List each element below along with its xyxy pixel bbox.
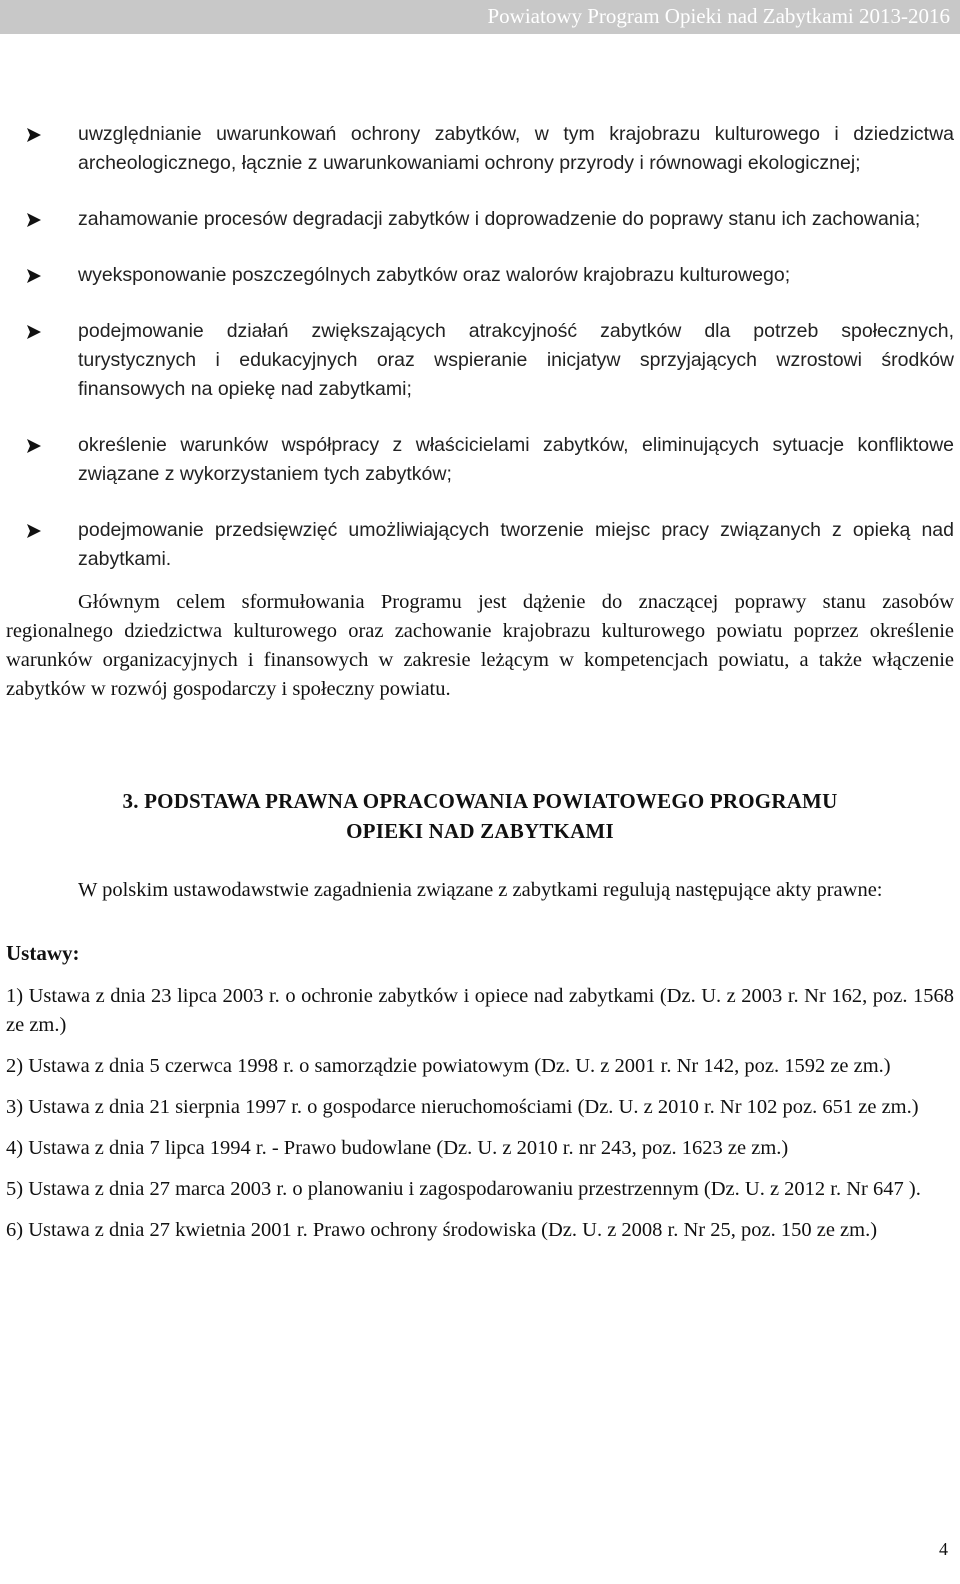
list-item: 2) Ustawa z dnia 5 czerwca 1998 r. o samorządzie powiatowym (Dz. U. z 2001 r. Nr 142, poz. 1592 ze zm.) [6,1055,891,1077]
list-item-text: podejmowanie działań zwiększających atrakcyjność zabytków dla potrzeb społecznych, turystycznych i edukacyjnych oraz wspieranie inicjatyw sprzyjających wzrostowi środków finansowych na opiekę nad zabytkami; [78,320,954,400]
page-number: 4 [939,1539,948,1559]
list-item [6,261,954,290]
goals-list [6,120,954,574]
arrowhead-bullet-icon [26,523,42,539]
list-item: 4) Ustawa z dnia 7 lipca 1994 r. - Prawo budowlane (Dz. U. z 2010 r. nr 243, poz. 1623 ze zm.) [6,1137,789,1159]
section-title-line-2: OPIEKI NAD ZABYTKAMI [346,819,614,843]
arrowhead-bullet-icon [26,324,42,340]
page-content [6,120,954,1257]
arrowhead-bullet-icon [26,212,42,228]
arrowhead-bullet-icon [26,438,42,454]
arrowhead-bullet-icon [26,268,42,284]
acts-list [6,982,954,1245]
list-item: 6) Ustawa z dnia 27 kwietnia 2001 r. Prawo ochrony środowiska (Dz. U. z 2008 r. Nr 25, poz. 150 ze zm.) [6,1219,878,1241]
ustawy-heading: Ustawy: [6,941,80,965]
list-item [6,205,954,234]
arrowhead-bullet-icon [26,127,42,143]
section-title-line-1: 3. PODSTAWA PRAWNA OPRACOWANIA POWIATOWEGO PROGRAMU [122,789,838,813]
list-item [6,317,954,404]
header-title: Powiatowy Program Opieki nad Zabytkami 2013-2016 [487,4,950,28]
legal-acts-lead: W polskim ustawodawstwie zagadnienia związane z zabytkami regulują następujące akty prawne: [78,879,883,901]
list-item [6,120,954,178]
list-item [6,431,954,489]
list-item: 5) Ustawa z dnia 27 marca 2003 r. o planowaniu i zagospodarowaniu przestrzennym (Dz. U. z 2012 r. Nr 647 ). [6,1178,921,1200]
list-item-text: wyeksponowanie poszczególnych zabytków oraz walorów krajobrazu kulturowego; [78,264,791,286]
list-item [6,516,954,574]
list-item: 3) Ustawa z dnia 21 sierpnia 1997 r. o gospodarce nieruchomościami (Dz. U. z 2010 r. Nr 102 poz. 651 ze zm.) [6,1096,919,1118]
section-title [6,786,954,846]
list-item-text: zahamowanie procesów degradacji zabytków i doprowadzenie do poprawy stanu ich zachowania; [78,208,921,230]
list-item-text: podejmowanie przedsięwzięć umożliwiających tworzenie miejsc pracy związanych z opieką nad zabytkami. [78,519,954,570]
list-item-text: określenie warunków współpracy z właścicielami zabytków, eliminujących sytuacje konfliktowe związane z wykorzystaniem tych zabytków; [78,434,954,485]
list-item: 1) Ustawa z dnia 23 lipca 2003 r. o ochronie zabytków i opiece nad zabytkami (Dz. U. z 2003 r. Nr 162, poz. 1568 ze zm.) [6,985,954,1036]
list-item-text: uwzględnianie uwarunkowań ochrony zabytków, w tym krajobrazu kulturowego i dziedzictwa archeologicznego, łącznie z uwarunkowaniami ochrony przyrody i równowagi ekologicznej; [78,123,954,174]
main-goal-paragraph: Głównym celem sformułowania Programu jest dążenie do znaczącej poprawy stanu zasobów regionalnego dziedzictwa kulturowego oraz zachowanie krajobrazu kulturowego powiatu poprzez określenie warunków organizacyjnych i finansowych w zakresie leżącym w kompetencjach powiatu, a także włączenie zabytków w rozwój gospodarczy i społeczny powiatu. [6,591,954,700]
page-header [0,0,960,34]
